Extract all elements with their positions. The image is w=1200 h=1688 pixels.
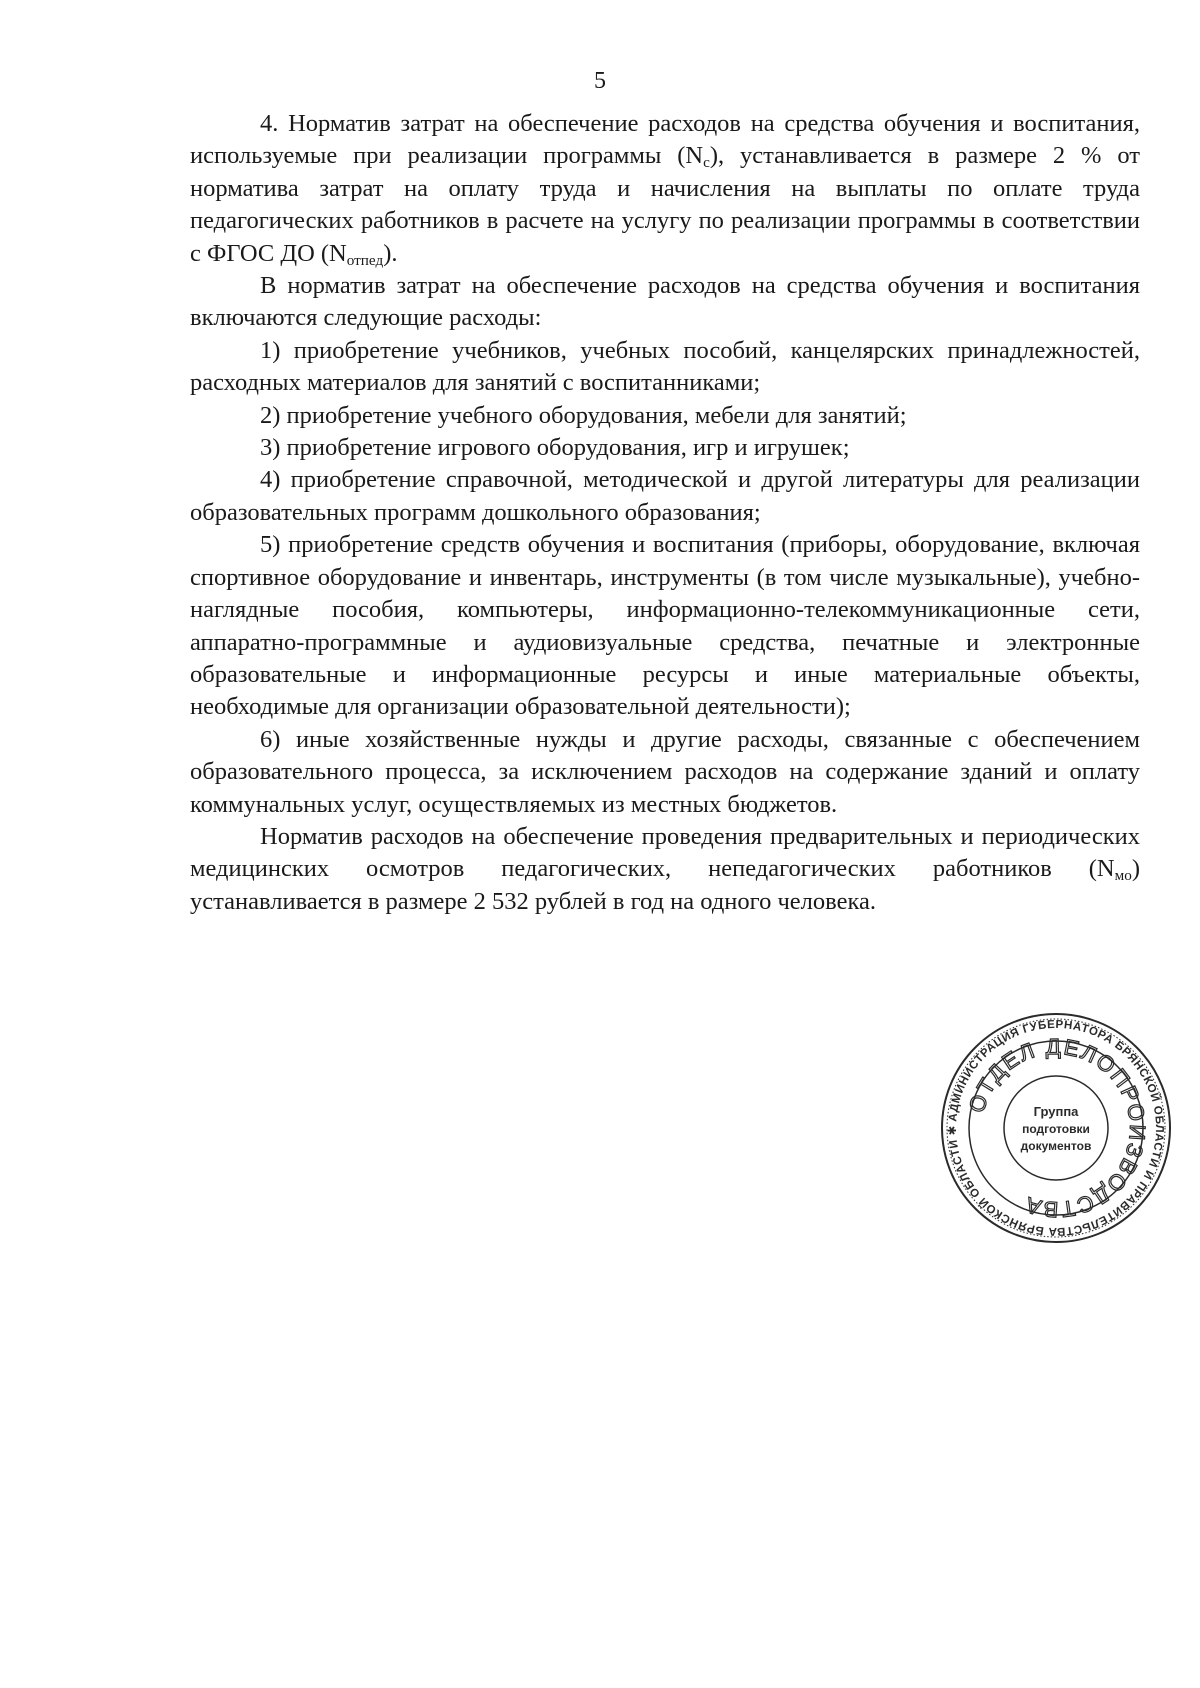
list-item-2: 2) приобретение учебного оборудования, мебели для занятий; (260, 401, 907, 429)
page-number: 5 (594, 68, 606, 94)
stamp-center-line-3: документов (1020, 1139, 1092, 1153)
paragraph-3: Норматив расходов на обеспечение проведения предварительных и периодических медицинских осмотров педагогических, непедагогических работников $(N_{мо})$ устанавливается в размере 2 532 рублей в год на одного человека. (190, 822, 1140, 915)
paragraph-1: 4. Норматив затрат на обеспечение расходов на средства обучения и воспитания, используемые при реализации программы $(N_c)$, устанавливается в размере 2 % от норматива затрат на оплату труда и начисления на выплаты по оплате труда педагогических работников в расчете на услугу по реализации программы в соответствии с ФГОС ДО $(N_{отпед})$. (190, 110, 1140, 269)
official-stamp (940, 1012, 1172, 1244)
stamp-center-line-2: подготовки (1022, 1122, 1090, 1136)
list-item-1: 1) приобретение учебников, учебных пособий, канцелярских принадлежностей, расходных материалов для занятий с воспитанниками; (190, 336, 1140, 397)
body-text (190, 108, 1140, 918)
stamp-outer-text: АДМИНИСТРАЦИЯ ГУБЕРНАТОРА БРЯНСКОЙ ОБЛАСТИ И ПРАВИТЕЛЬСТВА БРЯНСКОЙ ОБЛАСТИ ✱ (946, 1018, 1166, 1238)
stamp-middle-text: ОТДЕЛ ДЕЛОПРОИЗВОДСТВА (963, 1033, 1151, 1223)
paragraph-2: В норматив затрат на обеспечение расходов на средства обучения и воспитания включаются следующие расходы: (190, 272, 1140, 332)
stamp-center-line-1: Группа (1033, 1104, 1079, 1119)
list-item-4: 4) приобретение справочной, методической и другой литературы для реализации образовательных программ дошкольного образования; (190, 466, 1140, 526)
list-item-3: 3) приобретение игрового оборудования, игр и игрушек; (260, 434, 850, 462)
list-item-6: 6) иные хозяйственные нужды и другие расходы, связанные с обеспечением образовательного процесса, за исключением расходов на содержание зданий и оплату коммунальных услуг, осуществляемых из местных бюджетов. (190, 725, 1140, 818)
list-item-5: 5) приобретение средств обучения и воспитания (приборы, оборудование, включая спортивное оборудование и инвентарь, инструменты (в том числе музыкальные), учебно-наглядные пособия, компьютеры, информационно-телекоммуникационные сети, аппаратно-программные и аудиовизуальные средства, печатные и электронные образовательные и информационные ресурсы и иные материальные объекты, необходимые для организации образовательной деятельности); (190, 531, 1140, 721)
